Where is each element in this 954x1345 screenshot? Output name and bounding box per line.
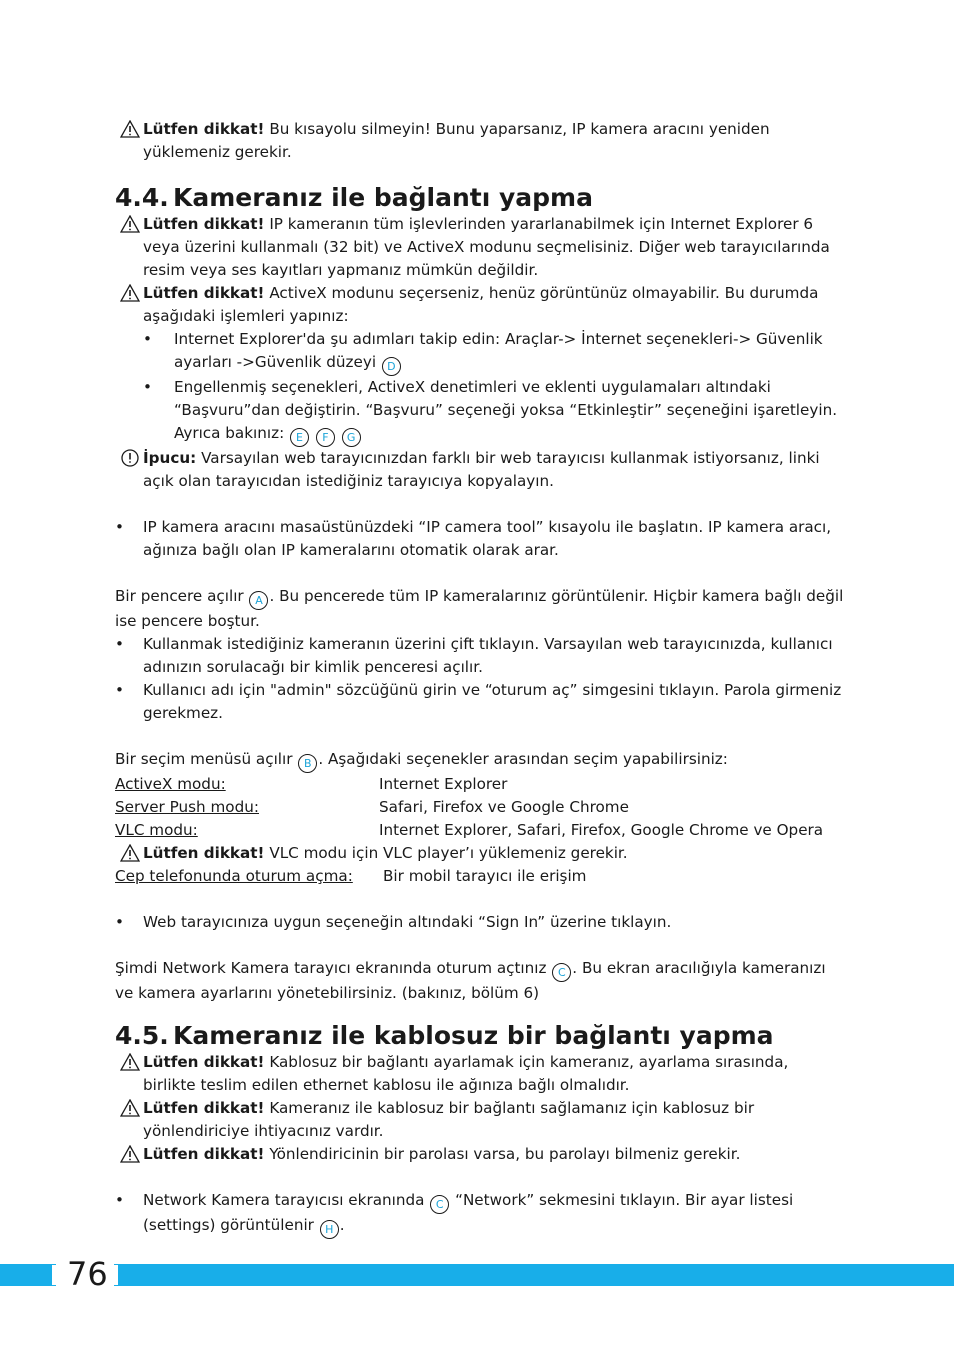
warning-note [115,1143,845,1166]
list-item [115,911,845,934]
footer-bar [0,1264,954,1286]
mode-browsers: Safari, Firefox ve Google Chrome [379,798,629,816]
list-item [115,633,845,679]
warning-icon [120,1099,140,1117]
section-heading [115,1021,845,1051]
mode-browsers: Bir mobil tarayıcı ile erişim [383,867,587,885]
note-text: Bu kısayolu silmeyin! Bunu yaparsanız, IP kamera aracını yeniden yüklemeniz gerekir. [143,120,770,161]
bullet: • [115,635,124,653]
paragraph [115,748,845,773]
ref-badge-b: B [298,754,317,773]
tip-text: Varsayılan web tarayıcınızdan farklı bir web tarayıcısı kullanmak istiyorsanız, linki açık olan tarayıcıdan istediğiniz tarayıcıya kopyalayın. [143,449,820,490]
section-heading [115,183,845,213]
warning-note [115,1051,845,1097]
page-number: 76 [67,1255,108,1293]
note-text: ActiveX modunu seçerseniz, henüz görüntünüz olmayabilir. Bu durumda aşağıdaki işlemleri yapınız: [143,284,819,325]
note-label: Lütfen dikkat! [143,120,265,138]
warning-icon [120,215,140,233]
mode-name: ActiveX modu: [115,775,226,793]
list-item-text: Network Kamera tarayıcısı ekranında [143,1191,425,1209]
paragraph-text: . Bu pencerede tüm IP kameralarınız görüntülenir. Hiçbir kamera bağlı değil ise pencere boştur. [115,587,844,630]
ref-badge-d: D [382,357,401,376]
section-number: 4.5. [115,1021,169,1050]
note-text: IP kameranın tüm işlevlerinden yararlanabilmek için Internet Explorer 6 veya üzerini kullanmalı (32 bit) ve ActiveX modunu seçmelisiniz. Diğer web tarayıcılarında resim veya ses kayıtları yapmanız mümkün değildir. [143,215,830,279]
paragraph [115,957,845,1005]
list-item [115,328,845,376]
tip-label: İpucu: [143,449,197,467]
list-item-text: “Network” sekmesini tıklayın. Bir ayar listesi (settings) görüntülenir [143,1191,794,1234]
list-item [115,1189,845,1239]
paragraph-text: Bir seçim menüsü açılır [115,750,293,768]
mode-name: Cep telefonunda oturum açma: [115,867,353,885]
mode-browsers: Internet Explorer [379,775,508,793]
warning-icon [120,1053,140,1071]
list-item-text: . [339,1216,345,1234]
ref-badge-c: C [552,963,571,982]
section-title: Kameranız ile kablosuz bir bağlantı yapma [173,1021,774,1050]
list-item [115,516,845,562]
note-text: Kameranız ile kablosuz bir bağlantı sağlamanız için kablosuz bir yönlendiriciye ihtiyacınız vardır. [143,1099,755,1140]
warning-note [115,1097,845,1143]
paragraph-text: . Aşağıdaki seçenekler arasından seçim yapabilirsiniz: [318,750,728,768]
list-item [115,679,845,725]
paragraph-text: Bir pencere açılır [115,587,244,605]
warning-note [115,118,845,164]
list-item-text: Kullanmak istediğiniz kameranın üzerini çift tıklayın. Varsayılan web tarayıcınızda, kullanıcı adınızın sorulacağı bir kimlik penceresi açılır. [143,635,833,676]
warning-icon [120,844,140,862]
ref-badge-c: C [430,1195,449,1214]
info-icon [120,449,140,467]
paragraph [115,585,845,633]
warning-note [115,282,845,328]
bullet: • [115,1191,124,1209]
mode-name: Server Push modu: [115,798,259,816]
mode-row [115,819,845,842]
ref-badge-g: G [342,428,361,447]
section-title: Kameranız ile bağlantı yapma [173,183,593,212]
note-text: Yönlendiricinin bir parolası varsa, bu parolayı bilmeniz gerekir. [269,1145,741,1163]
warning-note [115,213,845,282]
note-label: Lütfen dikkat! [143,1099,265,1117]
bullet: • [115,518,124,536]
list-item-text: Web tarayıcınıza uygun seçeneğin altındaki “Sign In” üzerine tıklayın. [143,913,672,931]
list-item-text: Engellenmiş seçenekleri, ActiveX denetimleri ve eklenti uygulamaları altındaki “Başvuru”dan değiştirin. “Başvuru” seçeneği yoksa “Etkinleştir” seçeneğini işaretleyin. Ayrıca bakınız: [174,378,838,442]
ref-badge-e: E [290,428,309,447]
paragraph-text: Şimdi Network Kamera tarayıcı ekranında oturum açtınız [115,959,547,977]
note-label: Lütfen dikkat! [143,1053,265,1071]
note-text: VLC modu için VLC player’ı yüklemeniz gerekir. [269,844,628,862]
ref-badge-h: H [320,1220,339,1239]
mode-browsers: Internet Explorer, Safari, Firefox, Google Chrome ve Opera [379,821,824,839]
warning-note [115,842,845,865]
list-item-text: Internet Explorer'da şu adımları takip edin: Araçlar-> İnternet seçenekleri-> Güvenlik ayarları ->Güvenlik düzeyi [174,330,823,371]
mode-name: VLC modu: [115,821,198,839]
tip-note [115,447,845,493]
note-label: Lütfen dikkat! [143,844,265,862]
page-content [115,118,845,1239]
warning-icon [120,1145,140,1163]
list-item-text: Kullanıcı adı için "admin" sözcüğünü girin ve “oturum aç” simgesini tıklayın. Parola girmeniz gerekmez. [143,681,842,722]
right-bracket-icon [114,1264,120,1286]
paragraph-text: . Bu ekran aracılığıyla kameranızı ve kamera ayarlarını yönetebilirsiniz. (bakınız, bölüm 6) [115,959,826,1002]
note-label: Lütfen dikkat! [143,284,265,302]
note-text: Kablosuz bir bağlantı ayarlamak için kameranız, ayarlama sırasında, birlikte teslim edilen ethernet kablosu ile ağınıza bağlı olmalıdır. [143,1053,789,1094]
mode-row [115,773,845,796]
ref-badge-f: F [316,428,335,447]
bullet: • [115,913,124,931]
bullet: • [143,378,152,396]
section-number: 4.4. [115,183,169,212]
mode-row [115,796,845,819]
list-item [115,376,845,447]
warning-icon [120,284,140,302]
left-bracket-icon [50,1264,56,1286]
bullet: • [115,681,124,699]
bullet: • [143,330,152,348]
list-item-text: IP kamera aracını masaüstünüzdeki “IP camera tool” kısayolu ile başlatın. IP kamera aracı, ağınıza bağlı olan IP kameralarını otomatik olarak arar. [143,518,832,559]
note-label: Lütfen dikkat! [143,1145,265,1163]
note-label: Lütfen dikkat! [143,215,265,233]
warning-icon [120,120,140,138]
ref-badge-a: A [249,591,268,610]
mode-row [115,865,845,888]
